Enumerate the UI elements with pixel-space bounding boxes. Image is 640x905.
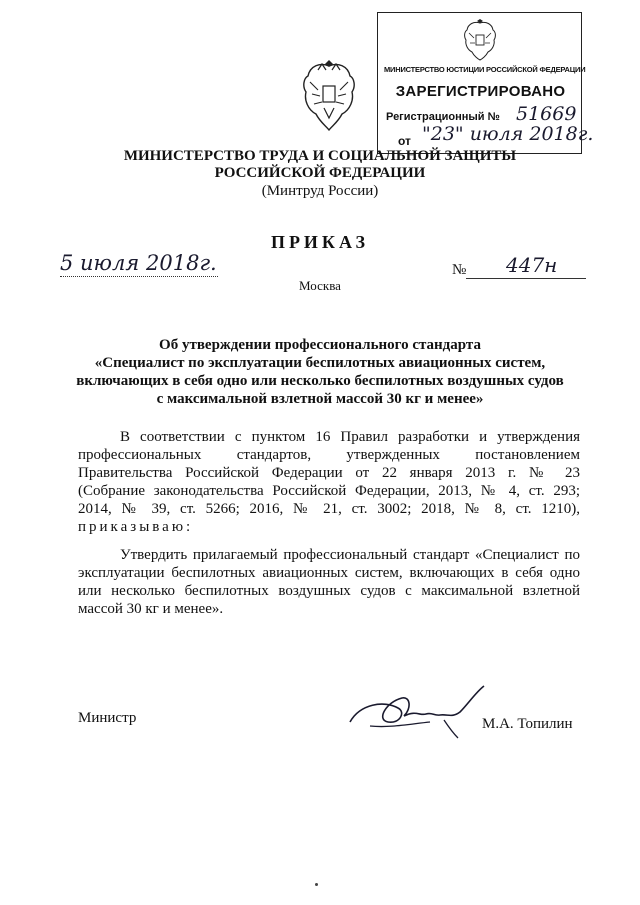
stamp-reg-number: 51669 (516, 103, 577, 125)
body-line: эксплуатации беспилотных авиационных систем, включающих в себя одно (78, 565, 580, 581)
body-line: В соответствии с пунктом 16 Правил разработки и утверждения (120, 429, 580, 445)
body-line: (Собрание законодательства Российской Федерации, 2013, № 4, ст. 293; (78, 483, 580, 499)
registration-stamp (377, 12, 594, 154)
order-date: 5 июля 2018г. (60, 251, 217, 275)
order-number: 447н (466, 252, 586, 279)
order-directive: приказываю: (78, 519, 194, 535)
order-title: ПРИКАЗ (270, 232, 370, 252)
stamp-ministry-name: МИНИСТЕРСТВО ЮСТИЦИИ РОССИЙСКОЙ ФЕДЕРАЦИИ (384, 65, 586, 74)
order-number-label: № (452, 262, 467, 278)
ministry-name-line1: МИНИСТЕРСТВО ТРУДА И СОЦИАЛЬНОЙ ЗАЩИТЫ (123, 148, 517, 164)
subject-line: с максимальной взлетной массой 30 кг и менее» (156, 391, 484, 407)
stamp-reg-number-label: Регистрационный № (386, 111, 500, 123)
body-line: Утвердить прилагаемый профессиональный стандарт «Специалист по (120, 547, 580, 563)
page-dot-mark (315, 883, 318, 886)
body-line: массой 30 кг и менее». (78, 601, 224, 617)
signer-name: М.А. Топилин (482, 716, 573, 732)
body-line: 2014, № 39, ст. 5266; 2016, № 21, ст. 3002; 2018, № 8, ст. 1210), (78, 501, 580, 517)
body-line: или несколько беспилотных воздушных судов с максимальной взлетной (78, 583, 580, 599)
ministry-short-name: (Минтруд России) (261, 183, 379, 199)
order-city: Москва (299, 278, 341, 293)
handwritten-signature (340, 682, 490, 742)
stamp-date-prefix: от (398, 134, 411, 148)
stamp-date: "23" июля 2018г. (422, 123, 594, 145)
body-line: профессиональных стандартов, утвержденных постановлением (78, 447, 580, 463)
signer-title: Министр (78, 710, 137, 726)
ministry-name-line2: РОССИЙСКОЙ ФЕДЕРАЦИИ (214, 165, 426, 181)
subject-line: включающих в себя одно или несколько беспилотных воздушных судов (76, 373, 564, 389)
body-line: Правительства Российской Федерации от 22 января 2013 г. № 23 (78, 465, 580, 481)
subject-line: «Специалист по эксплуатации беспилотных авиационных систем, (94, 355, 546, 371)
stamp-coat-of-arms-icon (462, 19, 498, 61)
coat-of-arms-emblem (298, 60, 360, 132)
subject-line: Об утверждении профессионального стандарта (159, 337, 481, 353)
stamp-registered-label: ЗАРЕГИСТРИРОВАНО (395, 83, 566, 100)
